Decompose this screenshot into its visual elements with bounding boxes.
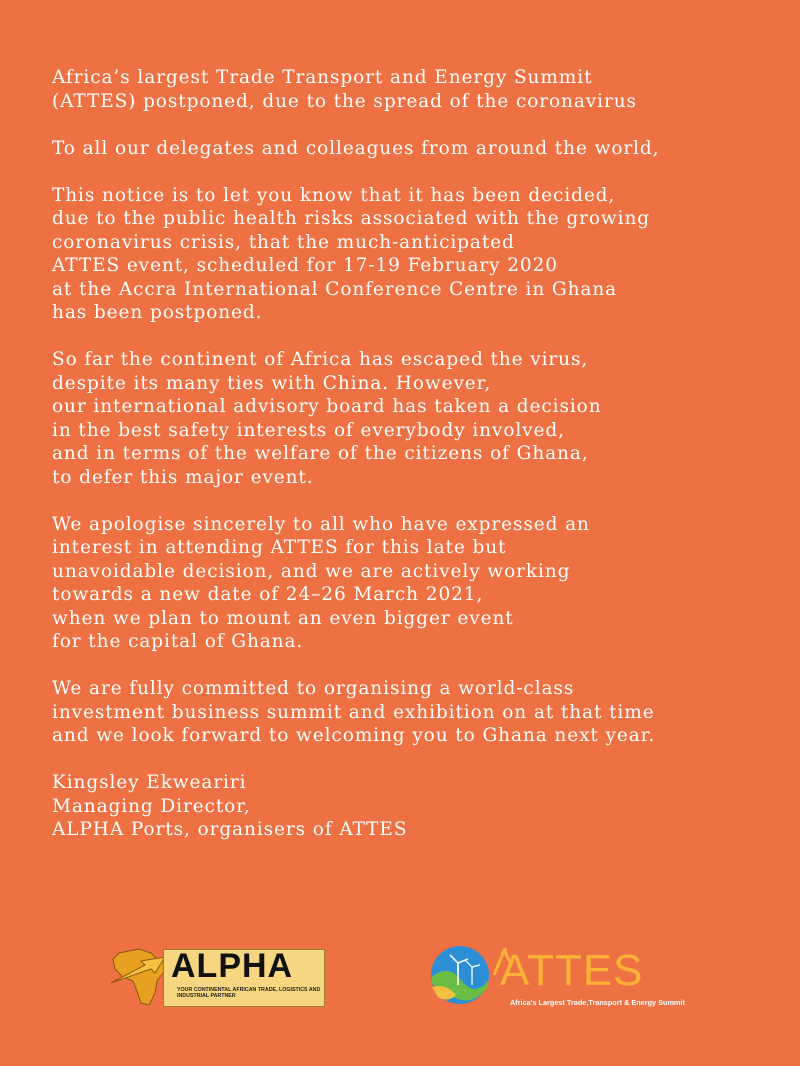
- paragraph-decision: [52, 184, 792, 325]
- text-line: Africa’s largest Trade Transport and Energy Summit: [52, 67, 593, 88]
- paragraph-commitment: [52, 677, 792, 748]
- text-line: We are fully committed to organising a world-class: [52, 678, 575, 699]
- text-line: (ATTES) postponed, due to the spread of the coronavirus: [52, 90, 637, 112]
- text-line: ATTES event, scheduled for 17-19 February 2020: [52, 255, 558, 276]
- text-line: for the capital of Ghana.: [52, 631, 304, 652]
- attes-wordmark: ATTES: [500, 946, 644, 995]
- text-line: has been postponed.: [52, 302, 263, 323]
- text-line: interest in attending ATTES for this late but: [52, 537, 507, 558]
- text-line: and we look forward to welcoming you to Ghana next year.: [52, 725, 656, 746]
- alpha-logo: [105, 943, 325, 1011]
- paragraph-reasoning: [52, 348, 792, 489]
- paragraph-apology: [52, 513, 792, 654]
- text-line: due to the public health risks associated with the growing: [52, 208, 651, 229]
- attes-logo: [428, 935, 688, 1015]
- text-line: To all our delegates and colleagues from around the world,: [52, 137, 660, 159]
- text-line: when we plan to mount an even bigger event: [52, 607, 514, 629]
- text-line: coronavirus crisis, that the much-anticipated: [52, 231, 515, 253]
- signatory-name: Kingsley Ekweariri: [52, 772, 247, 793]
- text-line: our international advisory board has taken a decision: [52, 396, 602, 417]
- alpha-tagline: YOUR CONTINENTAL AFRICAN TRADE, LOGISTICS AND INDUSTRIAL PARTNER: [177, 987, 321, 999]
- text-line: despite its many ties with China. However,: [52, 372, 492, 394]
- signatory-title: Managing Director,: [52, 795, 251, 817]
- attes-tagline: Africa's Largest Trade,Transport & Energy Summit: [510, 998, 685, 1007]
- logo-row: [0, 935, 800, 1015]
- greeting: [52, 137, 792, 161]
- text-line: at the Accra International Conference Centre in Ghana: [52, 278, 618, 300]
- text-line: investment business summit and exhibition on at that time: [52, 701, 655, 723]
- postponement-notice: [52, 66, 792, 865]
- text-line: and in terms of the welfare of the citizens of Ghana,: [52, 443, 589, 464]
- text-line: unavoidable decision, and we are actively working: [52, 560, 571, 582]
- globe-wind-turbine-icon: [428, 943, 492, 1007]
- notice-headline: [52, 66, 792, 113]
- text-line: to defer this major event.: [52, 466, 314, 488]
- text-line: This notice is to let you know that it has been decided,: [52, 184, 616, 206]
- signatory-organisation: ALPHA Ports, organisers of ATTES: [52, 819, 408, 840]
- text-line: towards a new date of 24–26 March 2021,: [52, 584, 484, 605]
- text-line: We apologise sincerely to all who have expressed an: [52, 513, 590, 535]
- alpha-wordmark: ALPHA: [171, 947, 294, 985]
- signature-block: [52, 771, 792, 842]
- text-line: So far the continent of Africa has escaped the virus,: [52, 349, 589, 370]
- text-line: in the best safety interests of everybody involved,: [52, 419, 565, 441]
